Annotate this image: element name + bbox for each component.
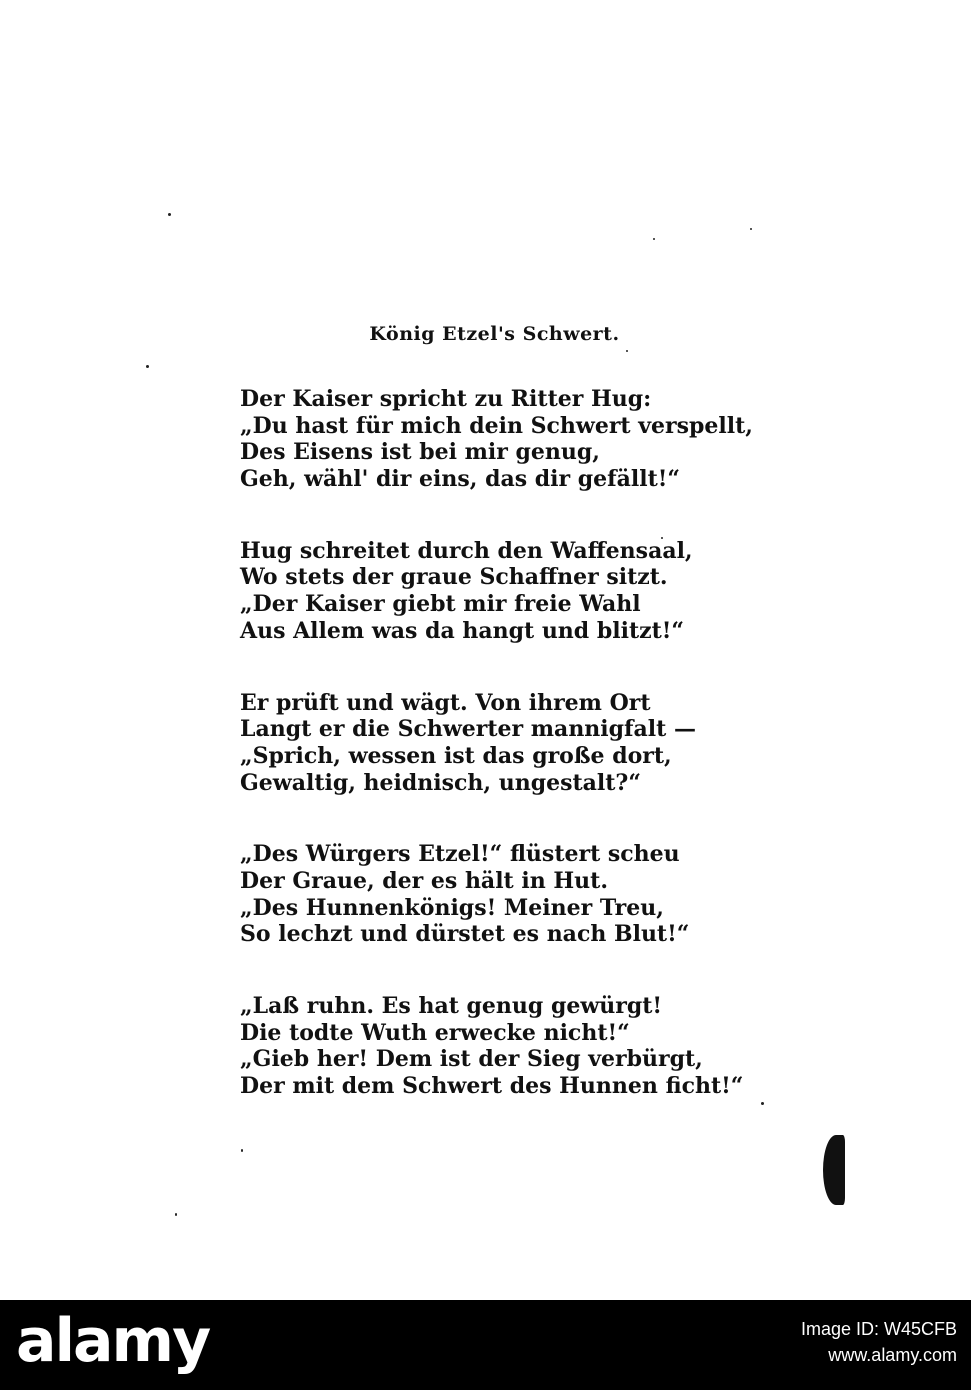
stanza [240, 537, 693, 645]
poem-line: Der Graue, der es hält in Hut. [240, 867, 608, 894]
site-url: www.alamy.com [828, 1345, 957, 1365]
alamy-logo: alamy [16, 1306, 210, 1376]
print-speck [761, 1102, 764, 1105]
print-speck [750, 228, 752, 230]
poem-line: Er prüft und wägt. Von ihrem Ort [240, 689, 651, 716]
stanza [240, 386, 753, 493]
print-speck [168, 213, 171, 216]
image-id: Image ID: W45CFB [800, 1319, 957, 1339]
poem-line: „Des Hunnenkönigs! Meiner Treu, [240, 894, 664, 921]
stanza [240, 841, 690, 948]
poem-title: König Etzel's Schwert. [369, 323, 620, 345]
poem-line: Der mit dem Schwert des Hunnen ficht!“ [240, 1073, 744, 1100]
stanza [240, 993, 744, 1100]
print-speck [626, 350, 628, 352]
print-speck [175, 1213, 177, 1216]
image-reference [801, 1316, 957, 1368]
poem-line: So lechzt und dürstet es nach Blut!“ [240, 921, 690, 948]
poem-line: Die todte Wuth erwecke nicht!“ [240, 1019, 630, 1046]
poem-line: Wo stets der graue Schaffner sitzt. [240, 564, 668, 591]
poem-line: Langt er die Schwerter mannigfalt — [240, 716, 696, 743]
stanza [240, 689, 696, 797]
page-edge-mark [823, 1135, 845, 1205]
poem-line: „Laß ruhn. Es hat genug gewürgt! [240, 993, 663, 1019]
poem-line: „Du hast für mich dein Schwert verspellt, [240, 412, 753, 439]
poem-line: Geh, wähl' dir eins, das dir gefällt!“ [240, 466, 681, 493]
poem-line: „Des Würgers Etzel!“ flüstert scheu [240, 841, 680, 868]
print-speck [146, 365, 149, 368]
poem-line: Der Kaiser spricht zu Ritter Hug: [240, 386, 652, 412]
print-speck [653, 238, 655, 240]
print-speck [241, 1149, 243, 1152]
poem-line: Aus Allem was da hangt und blitzt!“ [240, 617, 685, 644]
poem-line: „Sprich, wessen ist das große dort, [240, 742, 672, 769]
poem-line: Des Eisens ist bei mir genug, [240, 439, 600, 466]
poem-line: „Der Kaiser giebt mir freie Wahl [240, 591, 641, 618]
poem-body [240, 386, 753, 1145]
poem-line: „Gieb her! Dem ist der Sieg verbürgt, [240, 1046, 703, 1073]
poem-line: Gewaltig, heidnisch, ungestalt?“ [240, 769, 641, 796]
stock-footer-bar [0, 1300, 971, 1390]
poem-line: Hug schreitet durch den Waffensaal, [240, 537, 693, 564]
